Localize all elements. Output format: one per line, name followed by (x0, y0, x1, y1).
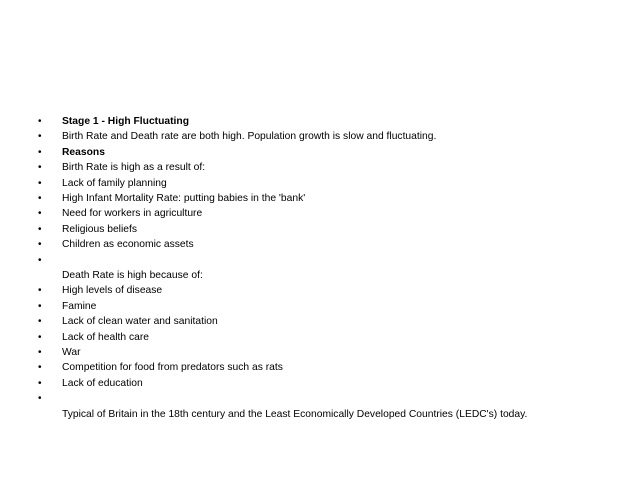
list-item-reasons-heading (36, 145, 626, 160)
bullet-icon: • (38, 377, 42, 389)
bullet-icon: • (38, 239, 42, 251)
list-item-text: Need for workers in agriculture (62, 208, 203, 220)
bullet-icon: • (38, 131, 42, 143)
list-item-text: War (62, 347, 81, 359)
bullet-icon: • (38, 347, 42, 359)
list-item (36, 129, 626, 144)
bullet-icon: • (38, 146, 42, 158)
list-item-text: High Infant Mortality Rate: putting babies in the 'bank' (62, 193, 306, 205)
list-item-stage-title (36, 114, 626, 129)
list-item (36, 376, 626, 391)
bullet-icon: • (38, 116, 42, 127)
list-item-text: Lack of family planning (62, 177, 167, 189)
bullet-icon: • (38, 223, 42, 235)
list-item-text: High levels of disease (62, 285, 163, 297)
list-item (36, 160, 626, 175)
list-item (36, 237, 626, 252)
list-item (36, 283, 626, 298)
blank-line (62, 391, 626, 406)
list-item (36, 176, 626, 191)
list-item-death-rate (36, 253, 626, 284)
list-item (36, 314, 626, 329)
bullet-icon: • (38, 208, 42, 220)
bullet-icon: • (38, 331, 42, 343)
list-item (36, 299, 626, 314)
list-item-text: Lack of clean water and sanitation (62, 316, 218, 328)
bullet-icon: • (38, 362, 42, 374)
list-item-text: Lack of health care (62, 331, 150, 343)
bullet-icon: • (38, 193, 42, 205)
reasons-heading: Reasons (62, 146, 105, 158)
bullet-icon: • (38, 393, 42, 405)
list-item (36, 206, 626, 221)
bullet-icon: • (38, 300, 42, 312)
list-item (36, 360, 626, 375)
list-item-text: Death Rate is high because of: (62, 270, 203, 282)
list-item-text: Competition for food from predators such as rats (62, 362, 283, 374)
list-item-text: Birth Rate is high as a result of: (62, 162, 206, 174)
list-item (36, 191, 626, 206)
bullet-list (36, 114, 626, 422)
list-item-text: Lack of education (62, 377, 143, 389)
bullet-icon: • (38, 162, 42, 174)
list-item-text: Religious beliefs (62, 223, 137, 235)
bullet-icon: • (38, 285, 42, 297)
list-item-text: Birth Rate and Death rate are both high. Population growth is slow and fluctuating. (62, 131, 437, 143)
summary-text: Typical of Britain in the 18th century and the Least Economically Developed Countries (LEDC's) today. (62, 408, 528, 420)
bullet-icon: • (38, 316, 42, 328)
list-item-text: Children as economic assets (62, 239, 194, 251)
bullet-icon: • (38, 177, 42, 189)
list-item (36, 330, 626, 345)
list-item-summary (36, 391, 626, 422)
blank-line (62, 253, 626, 268)
list-item (36, 345, 626, 360)
bullet-icon: • (38, 254, 42, 266)
stage-title: Stage 1 - High Fluctuating (62, 116, 189, 127)
list-item (36, 222, 626, 237)
list-item-text: Famine (62, 300, 97, 312)
